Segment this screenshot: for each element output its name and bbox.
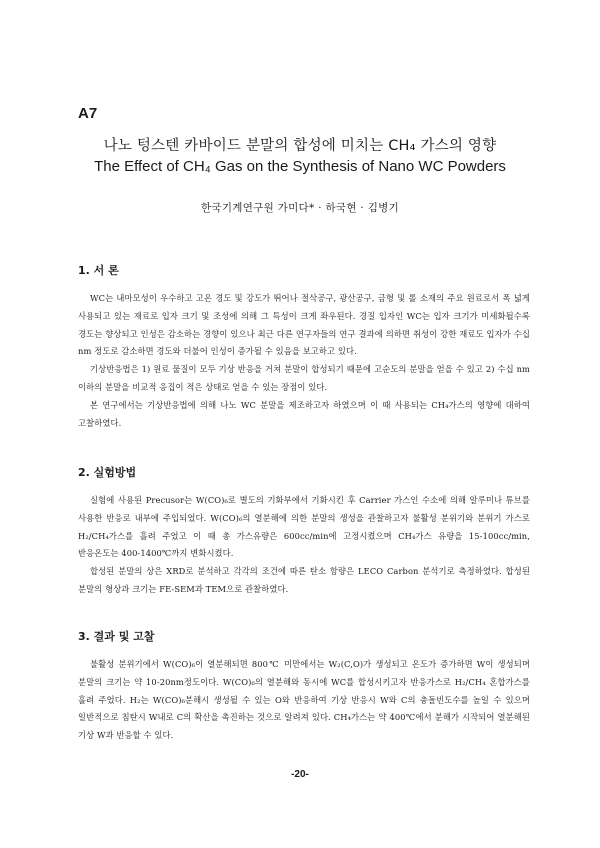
abstract-code: A7 — [78, 105, 98, 122]
section-introduction — [78, 262, 530, 432]
author-line: 한국기계연구원 가미다* · 하국현 · 김병기 — [200, 202, 400, 214]
section-methods — [78, 464, 530, 599]
page-number: -20- — [291, 769, 309, 780]
paragraph: 기상반응법은 1) 원료 물질이 모두 기상 반응을 거쳐 분말이 합성되기 때문에 고순도의 분말을 얻을 수 있고 2) 수십 nm 이하의 분말을 비교적 응집이 적은 상태로 얻을 수 있는 장점이 있다. — [78, 364, 530, 392]
paragraph: 불활성 분위기에서 W(CO)₆이 열분해되면 800℃ 미만에서는 W₂(C,O)가 생성되고 온도가 증가하면 W이 생성되며 분말의 크기는 약 10-20nm정도이다. W(CO)₆의 열분해와 동시에 WC를 합성시키고자 반응가스로 H₂/CH₄ 혼합가스를 흘려 주었다. H₂는 W(CO)₆분해시 생성될 수 있는 O와 반응하여 기상 반응시 W와 C의 충돌빈도수를 높일 수 있으며 일반적으로 침탄시 W내로 C의 확산을 촉진하는 것으로 알려져 있다. CH₄가스는 약 400℃에서 분해가 시작되어 열분해된 기상 W과 반응할 수 있다. — [78, 659, 530, 741]
section-heading: 2. 실험방법 — [78, 466, 137, 479]
title-korean: 나노 텅스텐 카바이드 분말의 합성에 미치는 CH₄ 가스의 영향 — [103, 138, 497, 154]
paragraph: 실험에 사용된 Precusor는 W(CO)₆로 별도의 기화부에서 기화시킨 후 Carrier 가스인 수소에 의해 알루미나 튜브를 사용한 반응로 내부에 주입되었다. W(CO)₆의 열분해에 의한 분말의 생성을 관찰하고자 불활성 분위기와 분위기 가스로 H₂/CH₄가스를 흘려 주었고 이 때 총 가스유량은 600cc/min에 고정시켰으며 CH₄가스 유량을 15-100cc/min, 반응온도는 400-1400℃까지 변화시켰다. — [78, 495, 530, 559]
section-heading: 3. 결과 및 고찰 — [78, 630, 155, 643]
paragraph: 합성된 분말의 상은 XRD로 분석하고 각각의 조건에 따른 탄소 함량은 LECO Carbon 분석기로 측정하였다. 합성된 분말의 형상과 크기는 FE-SEM과 TEM으로 관찰하였다. — [78, 566, 530, 594]
paragraph: 본 연구에서는 기상반응법에 의해 나노 WC 분말을 제조하고자 하였으며 이 때 사용되는 CH₄가스의 영향에 대하여 고찰하였다. — [78, 399, 530, 428]
title-english: The Effect of CH₄ Gas on the Synthesis of Nano WC Powders — [94, 158, 506, 175]
section-heading: 1. 서 론 — [78, 264, 119, 277]
paragraph: WC는 내마모성이 우수하고 고온 경도 및 강도가 뛰어나 절삭공구, 광산공구, 금형 및 롤 소재의 주요 원료로서 폭 넓게 사용되고 있는 재료로 입자 크기 및 조성에 의해 그 특성이 크게 좌우된다. 경질 입자인 WC는 입자 크기가 미세화될수록 경도는 향상되고 인성은 감소하는 경향이 있으나 최근 다른 연구자들의 연구 결과에 의하면 취성이 강한 재료도 입자가 수십 nm 정도로 감소하면 경도와 더불어 인성이 증가될 수 있음을 보고하고 있다. — [78, 293, 530, 357]
section-results — [78, 628, 530, 745]
